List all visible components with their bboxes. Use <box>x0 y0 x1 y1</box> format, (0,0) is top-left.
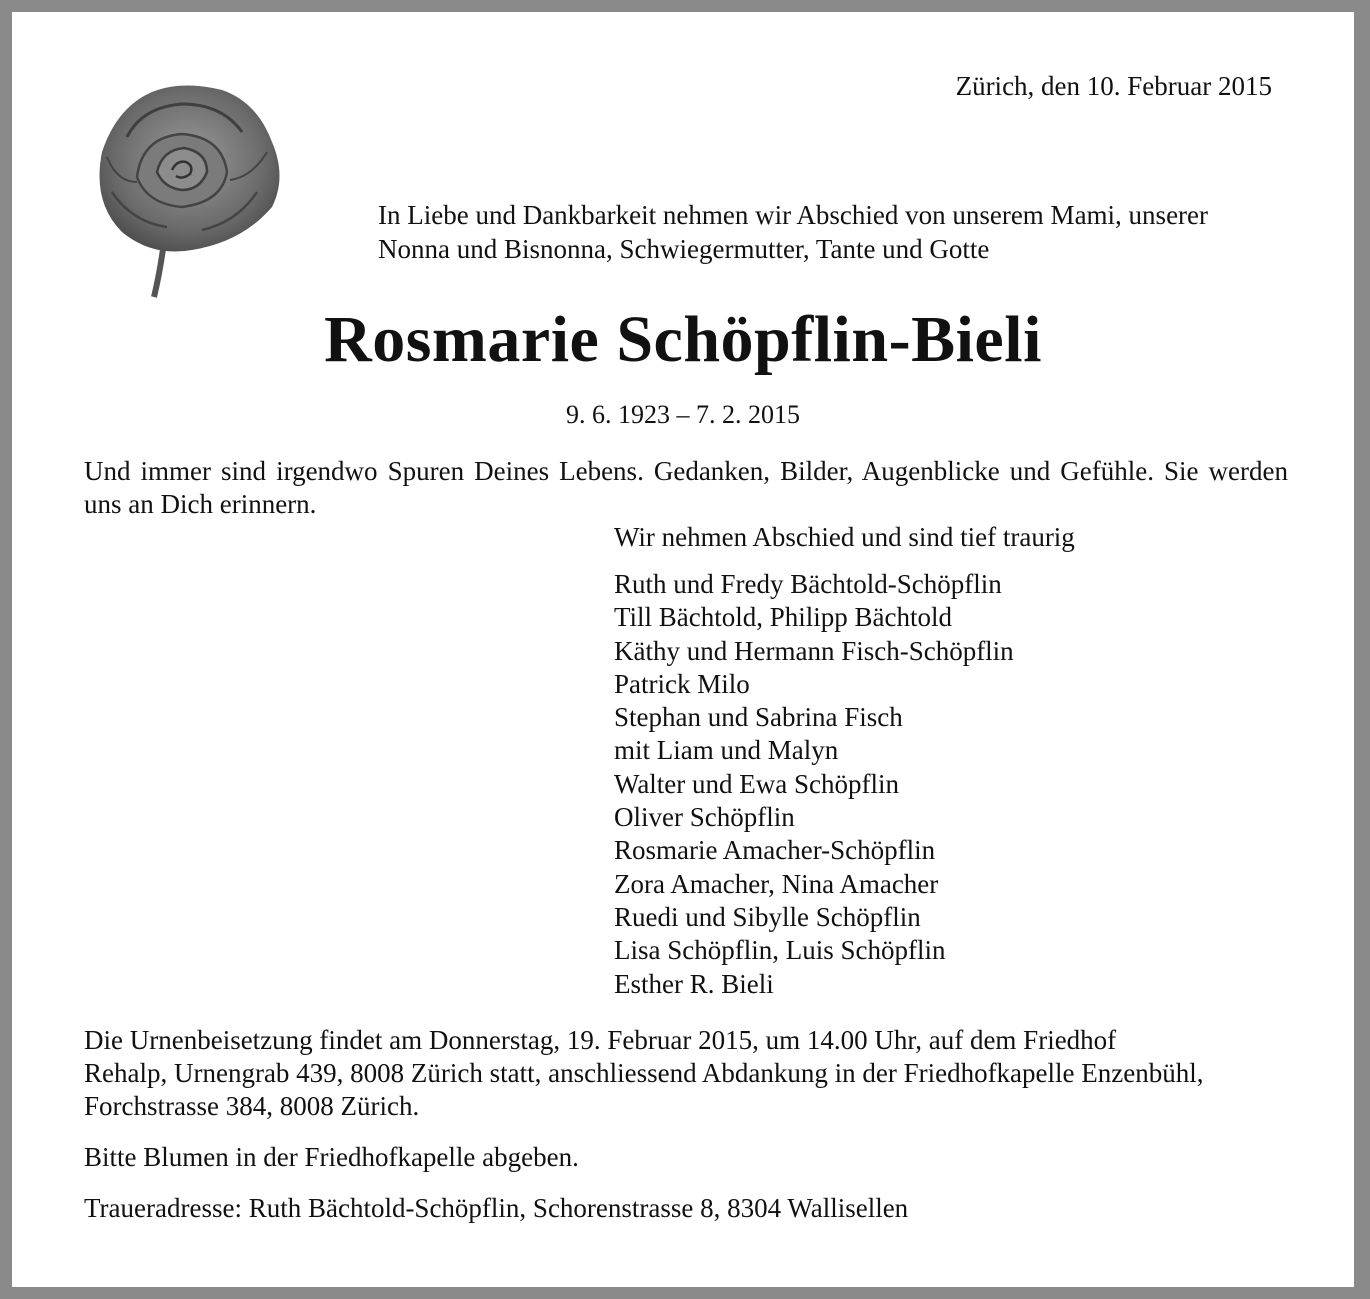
mourner: Till Bächtold, Philipp Bächtold <box>614 602 953 633</box>
memorial-quote: Und immer sind irgendwo Spuren Deines Lebens. Gedanken, Bilder, Augenblicke und Gefühle. Sie werden uns an Dich erinnern. <box>84 456 1288 519</box>
intro-text <box>378 198 1288 266</box>
mourner: Zora Amacher, Nina Amacher <box>614 868 939 899</box>
mourner: Ruth und Fredy Bächtold-Schöpflin <box>614 569 1002 599</box>
mourner: Lisa Schöpflin, Luis Schöpflin <box>614 935 946 966</box>
mourner: Esther R. Bieli <box>614 968 774 999</box>
intro-line: Nonna und Bisnonna, Schwiegermutter, Tante und Gotte <box>378 234 990 264</box>
flowers-note: Bitte Blumen in der Friedhofkapelle abgeben. <box>84 1142 579 1172</box>
farewell-line: Wir nehmen Abschied und sind tief traurig <box>614 522 1075 552</box>
mourner: Walter und Ewa Schöpflin <box>614 768 900 799</box>
life-dates: 9. 6. 1923 – 7. 2. 2015 <box>566 400 800 429</box>
burial-info <box>84 1024 1288 1123</box>
burial-line: Die Urnenbeisetzung findet am Donnerstag, 19. Februar 2015, um 14.00 Uhr, auf dem Friedhof <box>84 1025 1117 1055</box>
mourner: Ruedi und Sibylle Schöpflin <box>614 901 921 932</box>
burial-line: Rehalp, Urnengrab 439, 8008 Zürich statt, anschliessend Abdankung in der Friedhofkapelle Enzenbühl, <box>84 1058 1204 1088</box>
mourner: mit Liam und Malyn <box>614 735 839 766</box>
mourner: Oliver Schöpflin <box>614 802 795 833</box>
mourner: Käthy und Hermann Fisch-Schöpflin <box>614 635 1014 666</box>
intro-line: In Liebe und Dankbarkeit nehmen wir Abschied von unserem Mami, unserer <box>378 200 1209 230</box>
mourners-list <box>614 568 1014 1001</box>
obituary-page <box>12 12 1354 1287</box>
burial-line: Forchstrasse 384, 8008 Zürich. <box>84 1091 420 1121</box>
deceased-name: Rosmarie Schöpflin-Bieli <box>324 303 1042 376</box>
rose-image <box>82 82 287 304</box>
mourner: Rosmarie Amacher-Schöpflin <box>614 835 936 866</box>
date-line: Zürich, den 10. Februar 2015 <box>955 71 1272 101</box>
mourning-address: Traueradresse: Ruth Bächtold-Schöpflin, Schorenstrasse 8, 8304 Wallisellen <box>84 1193 909 1223</box>
mourner: Stephan und Sabrina Fisch <box>614 702 903 733</box>
mourner: Patrick Milo <box>614 668 750 699</box>
